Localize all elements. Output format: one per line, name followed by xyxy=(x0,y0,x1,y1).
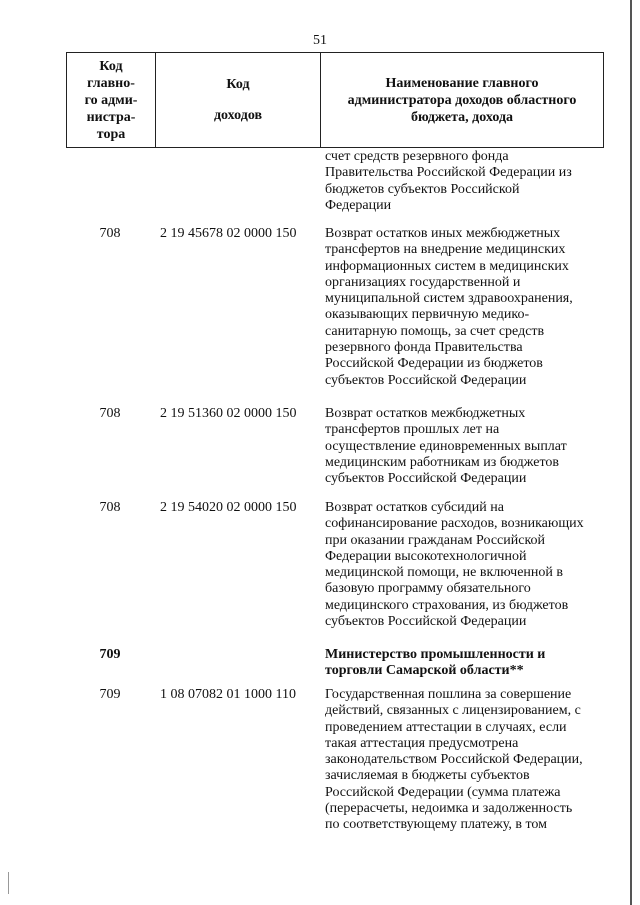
income-code-cell: 1 08 07082 01 1000 110 xyxy=(160,687,296,702)
header-income-code-bottom: доходов xyxy=(213,108,263,123)
income-name-cell: Возврат остатков субсидий на софинансирование расходов, возникающих при оказании гражданам Российской Федерации высокотехнологичной медицинской помощи, не включенной в базовую программу обязательного медицинского страхования, из бюджетов субъектов Российской Федерации xyxy=(325,500,584,630)
admin-code-cell: 709 xyxy=(99,687,121,702)
income-name-cell: Министерство промышленности и торговли Самарской области** xyxy=(325,647,546,679)
income-name-cell: Возврат остатков иных межбюджетных трансфертов на внедрение медицинских информационных систем в медицинских организациях государственной и муниципальной систем здравоохранения, оказывающих первичную медико- санитарную помощь, за счет средств резервного фонда Правительства Российской Федерации из бюджетов субъектов Российской Федерации xyxy=(325,226,573,388)
table-header xyxy=(66,52,604,148)
income-code-cell: 2 19 54020 02 0000 150 xyxy=(160,500,297,515)
page-number: 51 xyxy=(313,33,327,48)
income-name-cell: Государственная пошлина за совершение действий, связанных с лицензированием, с проведением аттестации в случаях, если такая аттестация предусмотрена законодательством Российской Федерации, зачисляемая в бюджеты субъектов Российской Федерации (сумма платежа (перерасчеты, недоимка и задолженность по соответствующему платежу, в том xyxy=(325,687,583,833)
header-name-label: Наименование главного администратора доходов областного бюджета, дохода xyxy=(347,75,577,125)
admin-code-cell: 708 xyxy=(99,500,121,515)
header-admin-code-label: Код главно- го адми- нистра- тора xyxy=(84,58,138,142)
income-code-cell: 2 19 45678 02 0000 150 xyxy=(160,226,297,241)
header-admin-code xyxy=(67,53,156,147)
admin-code-cell: 708 xyxy=(99,406,121,421)
income-name-cell: Возврат остатков межбюджетных трансфертов прошлых лет на осуществление единовременных выплат медицинским работникам из бюджетов субъектов Российской Федерации xyxy=(325,406,567,487)
income-name-cell: счет средств резервного фонда Правительства Российской Федерации из бюджетов субъектов Российской Федерации xyxy=(325,149,572,213)
admin-code-cell: 709 xyxy=(99,647,121,662)
header-income-code-top: Код xyxy=(226,77,250,92)
header-income-code xyxy=(156,53,321,147)
header-name xyxy=(321,53,603,147)
income-code-cell: 2 19 51360 02 0000 150 xyxy=(160,406,297,421)
admin-code-cell: 708 xyxy=(99,226,121,241)
scan-mark xyxy=(8,872,9,894)
page-edge-line xyxy=(630,0,632,905)
